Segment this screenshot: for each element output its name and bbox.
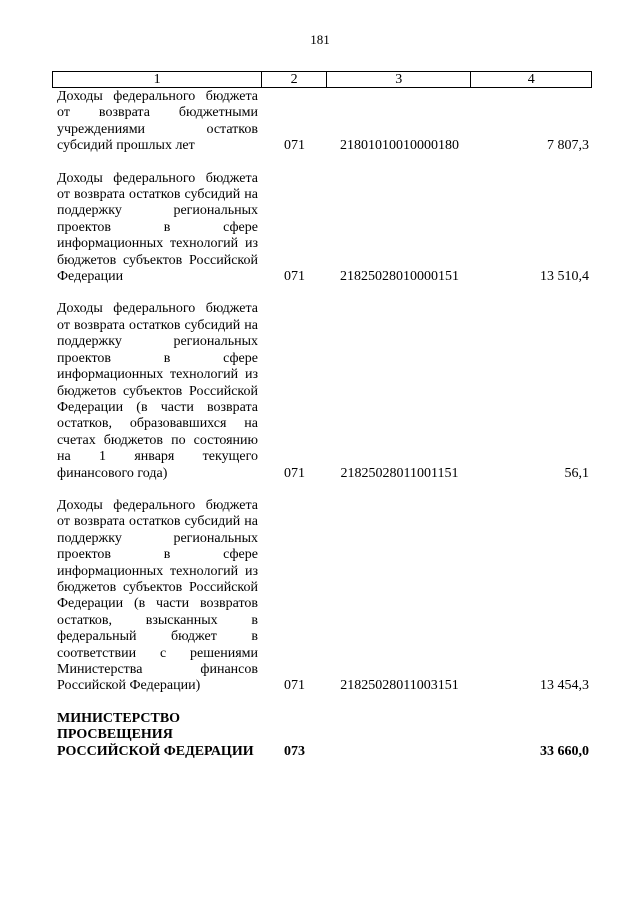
total-row [52, 711, 592, 760]
table-body [52, 89, 592, 776]
row-amount: 13 510,4 [540, 269, 589, 285]
total-amount: 33 660,0 [540, 743, 589, 759]
row-code: 21825028011001151 [340, 465, 459, 481]
total-chapter: 073 [284, 743, 305, 759]
row-code: 21825028010000151 [340, 269, 459, 285]
row-name: Доходы федерального бюджета от возврата бюджетными учреждениями остатков субсидий прошлых лет [57, 89, 258, 154]
header-col-1: 1 [53, 72, 262, 87]
row-name: Доходы федерального бюджета от возврата остатков субсидий на поддержку региональных проектов в сфере информационных технологий из бюджетов субъектов Российской Федерации (в части возврата остатков, образовавшихся на счетах бюджетов по состоянию на 1 января текущего финансового года) [57, 301, 258, 481]
header-col-3: 3 [327, 72, 471, 87]
row-code: 21801010010000180 [340, 138, 459, 154]
row-chapter: 071 [284, 678, 305, 694]
row-amount: 56,1 [564, 465, 589, 481]
row-amount: 7 807,3 [547, 138, 589, 154]
table-row [52, 171, 592, 286]
header-col-2: 2 [262, 72, 327, 87]
row-chapter: 071 [284, 138, 305, 154]
row-amount: 13 454,3 [540, 678, 589, 694]
header-col-4: 4 [527, 72, 535, 87]
table-header [52, 71, 592, 88]
row-name: Доходы федерального бюджета от возврата остатков субсидий на поддержку региональных проектов в сфере информационных технологий из бюджетов субъектов Российской Федерации [57, 170, 258, 285]
row-name: Доходы федерального бюджета от возврата остатков субсидий на поддержку региональных проектов в сфере информационных технологий из бюджетов субъектов Российской Федерации (в части возвратов остатков, взысканных в федеральный бюджет в соответствии с решениями Министерства финансов Российской Федерации) [57, 497, 258, 694]
table-row [52, 498, 592, 695]
page-number: 181 [310, 32, 330, 47]
total-name: МИНИСТЕРСТВО ПРОСВЕЩЕНИЯ РОССИЙСКОЙ ФЕДЕРАЦИИ [57, 710, 254, 759]
table-row [52, 301, 592, 481]
row-chapter: 071 [284, 269, 305, 285]
row-chapter: 071 [284, 465, 305, 481]
table-row [52, 89, 592, 155]
row-code: 21825028011003151 [340, 678, 459, 694]
